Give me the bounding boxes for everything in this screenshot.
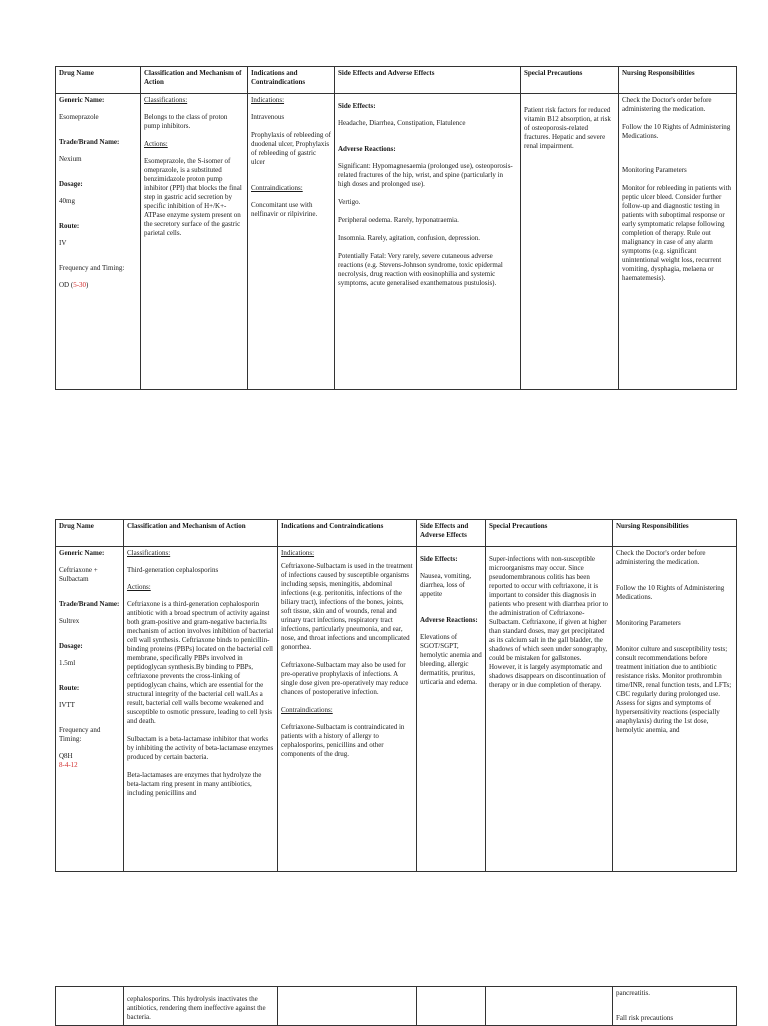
side-effects-label: Side Effects:: [420, 555, 458, 563]
frequency-value: Q8H: [59, 752, 73, 760]
actions-text: Esomeprazole, the S-isomer of omeprazole, is a substituted benzimidazole proton pump inhibitor (PPI) that blocks the final step in gastric acid secretion by specific inhibition of H+/K+-ATPase enzyme system present on the secretory surface of the gastric parietal cells.: [144, 157, 242, 237]
indications-line1: Intravenous: [251, 113, 285, 121]
drug-name-cell: [56, 547, 124, 872]
classification-text: Belongs to the class of proton pump inhibitors.: [144, 113, 228, 130]
adverse-text-2: Vertigo.: [338, 198, 361, 206]
header-nursing: Nursing Responsibilities: [613, 520, 737, 547]
trade-name-value: Nexium: [59, 155, 82, 163]
adverse-text-5: Potentially Fatal: Very rarely, severe cutaneous adverse reactions (e.g. Stevens-Johnson syndrome, toxic epidermal necrolysis, drug reaction with eosinophilia and systemic symptoms, acute generalised exanthematous pustulosis).: [338, 252, 503, 287]
monitoring-parameters-label: Monitoring Parameters: [622, 166, 687, 174]
frequency-time: 8-4-12: [59, 761, 78, 769]
header-classification: Classification and Mechanism of Action: [141, 67, 248, 94]
frequency-label: Frequency and Timing:: [59, 726, 101, 743]
drug-table-esomeprazole: [55, 66, 737, 390]
classification-cell: [141, 94, 248, 390]
trade-name-label: Trade/Brand Name:: [59, 600, 120, 608]
header-classification: Classification and Mechanism of Action: [124, 520, 278, 547]
nursing-text-1: Check the Doctor's order before administering the medication.: [616, 549, 706, 566]
adverse-reactions-label: Adverse Reactions:: [338, 145, 396, 153]
adverse-text-4: Insomnia. Rarely, agitation, confusion, depression.: [338, 234, 481, 242]
actions-text-2: Sulbactam is a beta-lactamase inhibitor that works by inhibiting the activity of beta-lactamase enzymes produced by certain bacteria.: [127, 735, 274, 761]
nursing-text-4: Monitor for rebleeding in patients with peptic ulcer bleed. Consider further follow-up and diagnostic testing in patients with suboptimal response or early symptomatic relapse following completion of therapy. Rule out malignancy in case of any alarm symptoms (e.g. significant unintentional weight loss, recurrent vomiting, dysphagia, melaena or haematemesis).: [622, 184, 732, 282]
side-effects-label: Side Effects:: [338, 102, 376, 110]
continuation-nursing-text-1: pancreatitis.: [616, 989, 651, 997]
monitoring-parameters-label: Monitoring Parameters: [616, 619, 681, 627]
classifications-label: Classifications:: [127, 549, 171, 557]
side-effects-cell: [335, 94, 521, 390]
header-indications: Indications and Contraindications: [248, 67, 335, 94]
frequency-time: 5-30: [73, 281, 87, 289]
nursing-text-1: Check the Doctor's order before administering the medication.: [622, 96, 712, 113]
header-drug-name: Drug Name: [56, 520, 124, 547]
contraindications-text: Concomitant use with nelfinavir or rilpivirine.: [251, 201, 318, 218]
adverse-reactions-label: Adverse Reactions:: [420, 616, 478, 624]
adverse-text: Elevations of SGOT/SGPT, hemolytic anemia and bleeding, allergic dermatitis, pruritus, urticaria and edema.: [420, 633, 482, 686]
dosage-value: 1.5ml: [59, 659, 76, 667]
generic-name-value: Esomeprazole: [59, 113, 99, 121]
drug-name-cell: [56, 94, 141, 390]
nursing-text-2: Follow the 10 Rights of Administering Medications.: [616, 584, 725, 601]
indications-cell: [278, 547, 417, 872]
precautions-text: Patient risk factors for reduced vitamin B12 absorption, at risk of osteoporosis-related fractures. Hepatic and severe renal impairment.: [524, 106, 611, 150]
indications-label: Indications:: [251, 96, 285, 104]
continuation-nursing-text-2: Fall risk precautions: [616, 1014, 674, 1022]
continuation-drug-cell: [56, 987, 124, 1026]
actions-label: Actions:: [127, 583, 151, 591]
precautions-cell: [521, 94, 619, 390]
continuation-indications-cell: [278, 987, 417, 1026]
frequency-prefix: OD (: [59, 281, 74, 289]
generic-name-label: Generic Name:: [59, 96, 105, 104]
continuation-classification-cell: [124, 987, 278, 1026]
precautions-cell: [486, 547, 613, 872]
dosage-label: Dosage:: [59, 180, 83, 188]
frequency-label: Frequency and Timing:: [59, 264, 125, 272]
route-label: Route:: [59, 684, 80, 692]
indications-line2: Prophylaxis of rebleeding of duodenal ulcer, Prophylaxis of rebleeding of gastric ulcer: [251, 131, 331, 166]
header-indications: Indications and Contraindications: [278, 520, 417, 547]
side-effects-cell: [417, 547, 486, 872]
continuation-side-effects-cell: [417, 987, 486, 1026]
header-nursing: Nursing Responsibilities: [619, 67, 737, 94]
actions-text-3: Beta-lactamases are enzymes that hydrolyze the beta-lactam ring present in many antibiotics, including penicillins and: [127, 771, 262, 797]
contraindications-text: Ceftriaxone-Sulbactam is contraindicated in patients with a history of allergy to cephalosporins, penicillins and other components of the drug.: [281, 723, 405, 758]
indications-label: Indications:: [281, 549, 315, 557]
indications-text-2: Ceftriaxone-Sulbactam may also be used for pre-operative prophylaxis of infections. A single dose given pre-operatively may reduce chances of postoperative infection.: [281, 661, 409, 696]
adverse-text-1: Significant: Hypomagnesaemia (prolonged use), osteoporosis-related fractures of the hip, wrist, and spine (particularly in high doses and prolonged use).: [338, 162, 513, 188]
dosage-value: 40mg: [59, 197, 75, 205]
header-precautions: Special Precautions: [521, 67, 619, 94]
generic-name-value: Ceftriaxone + Sulbactam: [59, 566, 98, 583]
classification-cell: [124, 547, 278, 872]
classifications-label: Classifications:: [144, 96, 188, 104]
indications-text-1: Ceftriaxone-Sulbactam is used in the treatment of infections caused by susceptible organisms including sepsis, meningitis, abdominal infections (e.g. peritonitis, infections of the biliary tract), infections of the bones, joints, soft tissue, skin and of wounds, renal and urinary tract infections, respiratory tract infections, particularly pneumonia, and ear, nose, and throat infections and uncomplicated gonorrhea.: [281, 562, 413, 651]
dosage-label: Dosage:: [59, 642, 83, 650]
actions-text-1: Ceftriaxone is a third-generation cephalosporin antibiotic with a broad spectrum of activity against both gram-positive and gram-negative bacteria.Its mechanism of action involves inhibition of bacterial cell wall synthesis. Ceftriaxone binds to penicillin-binding proteins (PBPs) located on the bacterial cell membrane, specifically PBPs involved in peptidoglycan synthesis.By binding to PBPs, ceftriaxone prevents the cross-linking of peptidoglycan chains, which are essential for the structural integrity of the bacterial cell wall.As a result, bacterial cell walls become weakened and susceptible to osmotic pressure, leading to cell lysis and death.: [127, 600, 274, 725]
contraindications-label: Contraindications:: [251, 184, 303, 192]
continuation-precautions-cell: [486, 987, 613, 1026]
nursing-cell: [613, 547, 737, 872]
trade-name-label: Trade/Brand Name:: [59, 138, 120, 146]
adverse-text-3: Peripheral oedema. Rarely, hyponatraemia.: [338, 216, 459, 224]
continuation-nursing-cell: [613, 987, 737, 1026]
frequency-value: [59, 281, 137, 290]
precautions-text: Super-infections with non-susceptible microorganisms may occur. Since pseudomembranous colitis has been reported to occur with ceftriaxone, it is important to consider this diagnosis in patients who present with diarrhea prior to the administration of Ceftriaxone-Sulbactam. Ceftriaxone, if given at higher than standard doses, may get precipitated as its calcium salt in the gall bladder, the shadows of which seen under sonography, could be mistaken for gallstones. However, it is largely asymptomatic and shadows disappears on discontinuation of therapy or in due completion of therapy.: [489, 555, 608, 689]
indications-cell: [248, 94, 335, 390]
classification-text: Third-generation cephalosporins: [127, 566, 219, 574]
frequency-suffix: ): [86, 281, 89, 289]
actions-label: Actions:: [144, 140, 168, 148]
route-value: IV: [59, 239, 67, 247]
header-side-effects: Side Effects and Adverse Effects: [417, 520, 486, 547]
header-side-effects: Side Effects and Adverse Effects: [335, 67, 521, 94]
side-effects-text: Headache, Diarrhea, Constipation, Flatulence: [338, 119, 466, 127]
route-value: IVTT: [59, 701, 75, 709]
nursing-text-4: Monitor culture and susceptibility tests; consult recommendations before treatment initiation due to antibiotic resistance risks. Monitor prothrombin time/INR, renal function tests, and LFTs; CBC regularly during prolonged use. Assess for signs and symptoms of hypersensitivity reactions (especially anaphylaxis) during the 1st dose, hemolytic anemia, and: [616, 645, 732, 734]
side-effects-text: Nausea, vomiting, diarrhea, loss of appetite: [420, 572, 472, 598]
nursing-text-2: Follow the 10 Rights of Administering Medications.: [622, 123, 731, 140]
generic-name-label: Generic Name:: [59, 549, 105, 557]
trade-name-value: Sultrex: [59, 617, 80, 625]
route-label: Route:: [59, 222, 80, 230]
drug-table-ceftriaxone: [55, 519, 737, 872]
header-drug-name: Drug Name: [56, 67, 141, 94]
nursing-cell: [619, 94, 737, 390]
header-precautions: Special Precautions: [486, 520, 613, 547]
contraindications-label: Contraindications:: [281, 706, 333, 714]
continuation-classification-text: cephalosporins. This hydrolysis inactivates the antibiotics, rendering them ineffective against the bacteria.: [127, 995, 266, 1021]
drug-table-continuation: [55, 986, 737, 1026]
